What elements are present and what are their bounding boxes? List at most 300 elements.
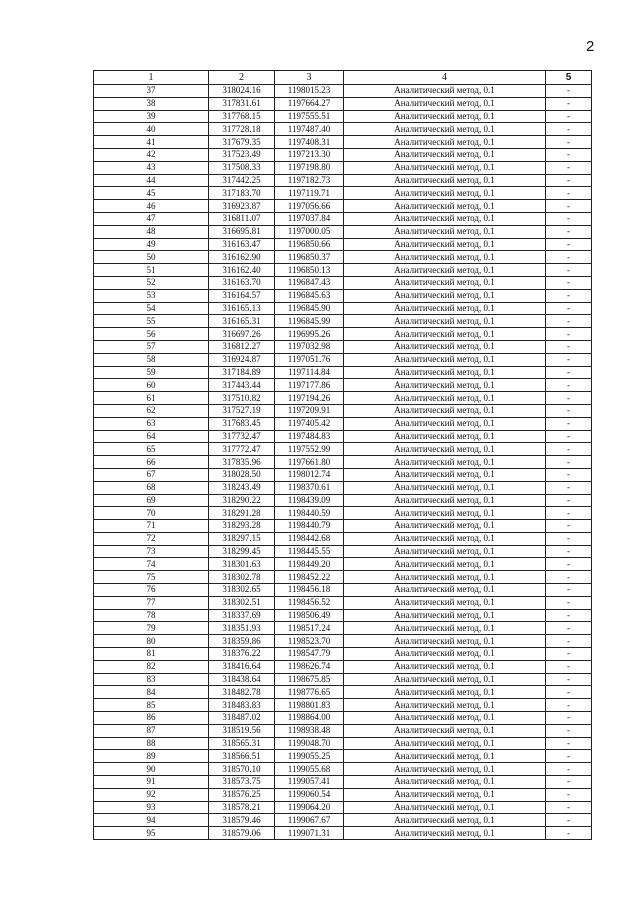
table-cell-col-4: Аналитический метод, 0.1	[344, 353, 546, 366]
table-row	[94, 481, 592, 494]
table-cell-col-2: 317523.49	[209, 148, 275, 161]
table-cell-col-2: 316165.13	[209, 302, 275, 315]
table-cell-col-3: 1198547.79	[275, 648, 344, 661]
table-cell-col-1: 71	[94, 520, 209, 533]
table-cell-col-2: 318351.93	[209, 622, 275, 635]
table-cell-col-4: Аналитический метод, 0.1	[344, 264, 546, 277]
table-cell-col-4: Аналитический метод, 0.1	[344, 174, 546, 187]
table-cell-col-4: Аналитический метод, 0.1	[344, 545, 546, 558]
table-cell-col-4: Аналитический метод, 0.1	[344, 750, 546, 763]
table-cell-col-4: Аналитический метод, 0.1	[344, 392, 546, 405]
table-cell-col-5: -	[546, 225, 592, 238]
table-cell-col-4: Аналитический метод, 0.1	[344, 289, 546, 302]
table-row	[94, 328, 592, 341]
table-cell-col-1: 47	[94, 212, 209, 225]
table-cell-col-3: 1198370.61	[275, 481, 344, 494]
table-cell-col-1: 50	[94, 251, 209, 264]
table-cell-col-4: Аналитический метод, 0.1	[344, 97, 546, 110]
table-row	[94, 264, 592, 277]
table-cell-col-3: 1198776.65	[275, 686, 344, 699]
table-cell-col-2: 318302.65	[209, 584, 275, 597]
table-cell-col-4: Аналитический метод, 0.1	[344, 494, 546, 507]
table-cell-col-2: 318302.78	[209, 571, 275, 584]
table-cell-col-4: Аналитический метод, 0.1	[344, 558, 546, 571]
table-cell-col-3: 1196850.13	[275, 264, 344, 277]
table-row	[94, 776, 592, 789]
table-cell-col-5: -	[546, 264, 592, 277]
table-cell-col-5: -	[546, 609, 592, 622]
table-cell-col-3: 1197194.26	[275, 392, 344, 405]
table-cell-col-2: 317772.47	[209, 443, 275, 456]
table-cell-col-4: Аналитический метод, 0.1	[344, 161, 546, 174]
table-cell-col-3: 1199067.67	[275, 814, 344, 827]
table-cell-col-4: Аналитический метод, 0.1	[344, 456, 546, 469]
table-cell-col-1: 87	[94, 724, 209, 737]
table-row	[94, 558, 592, 571]
table-cell-col-1: 74	[94, 558, 209, 571]
table-cell-col-2: 317835.96	[209, 456, 275, 469]
table-cell-col-1: 64	[94, 430, 209, 443]
column-header-1: 1	[94, 71, 209, 85]
table-cell-col-5: -	[546, 827, 592, 840]
table-cell-col-2: 318416.64	[209, 660, 275, 673]
table-cell-col-3: 1198439.09	[275, 494, 344, 507]
table-row	[94, 520, 592, 533]
table-cell-col-2: 318291.28	[209, 507, 275, 520]
table-cell-col-2: 317831.61	[209, 97, 275, 110]
table-cell-col-3: 1197209.91	[275, 404, 344, 417]
table-row	[94, 289, 592, 302]
table-cell-col-1: 54	[94, 302, 209, 315]
table-cell-col-5: -	[546, 648, 592, 661]
table-cell-col-4: Аналитический метод, 0.1	[344, 763, 546, 776]
table-cell-col-2: 318359.86	[209, 635, 275, 648]
table-cell-col-1: 55	[94, 315, 209, 328]
table-cell-col-3: 1198442.68	[275, 532, 344, 545]
table-cell-col-5: -	[546, 110, 592, 123]
table-cell-col-4: Аналитический метод, 0.1	[344, 827, 546, 840]
table-row	[94, 750, 592, 763]
table-cell-col-1: 79	[94, 622, 209, 635]
table-cell-col-1: 37	[94, 85, 209, 98]
table-cell-col-4: Аналитический метод, 0.1	[344, 520, 546, 533]
table-row	[94, 584, 592, 597]
table-cell-col-3: 1198938.48	[275, 724, 344, 737]
table-header-row	[94, 71, 592, 85]
table-cell-col-5: -	[546, 584, 592, 597]
table-cell-col-2: 318376.22	[209, 648, 275, 661]
table-cell-col-4: Аналитический метод, 0.1	[344, 468, 546, 481]
table-cell-col-1: 39	[94, 110, 209, 123]
table-cell-col-5: -	[546, 85, 592, 98]
table-row	[94, 507, 592, 520]
table-row	[94, 110, 592, 123]
table-cell-col-1: 42	[94, 148, 209, 161]
table-cell-col-4: Аналитический метод, 0.1	[344, 776, 546, 789]
table-cell-col-2: 316164.57	[209, 289, 275, 302]
table-cell-col-1: 38	[94, 97, 209, 110]
table-cell-col-4: Аналитический метод, 0.1	[344, 328, 546, 341]
table-cell-col-3: 1197664.27	[275, 97, 344, 110]
table-cell-col-2: 318299.45	[209, 545, 275, 558]
table-body	[94, 85, 592, 840]
table-cell-col-3: 1198015.23	[275, 85, 344, 98]
table-row	[94, 673, 592, 686]
table-cell-col-2: 317442.25	[209, 174, 275, 187]
table-cell-col-1: 75	[94, 571, 209, 584]
table-cell-col-3: 1197032.98	[275, 340, 344, 353]
table-cell-col-1: 73	[94, 545, 209, 558]
table-cell-col-3: 1196847.43	[275, 276, 344, 289]
table-cell-col-5: -	[546, 520, 592, 533]
table-cell-col-5: -	[546, 712, 592, 725]
table-cell-col-1: 80	[94, 635, 209, 648]
table-row	[94, 315, 592, 328]
table-cell-col-3: 1196850.37	[275, 251, 344, 264]
table-row	[94, 200, 592, 213]
table-cell-col-5: -	[546, 251, 592, 264]
table-cell-col-4: Аналитический метод, 0.1	[344, 801, 546, 814]
table-cell-col-1: 86	[94, 712, 209, 725]
table-cell-col-4: Аналитический метод, 0.1	[344, 85, 546, 98]
table-cell-col-4: Аналитический метод, 0.1	[344, 622, 546, 635]
table-cell-col-3: 1197000.05	[275, 225, 344, 238]
table-cell-col-3: 1197484.83	[275, 430, 344, 443]
table-cell-col-3: 1197114.84	[275, 366, 344, 379]
table-cell-col-2: 316812.27	[209, 340, 275, 353]
table-row	[94, 827, 592, 840]
table-cell-col-3: 1198012.74	[275, 468, 344, 481]
table-row	[94, 712, 592, 725]
table-row	[94, 366, 592, 379]
table-cell-col-1: 41	[94, 136, 209, 149]
table-cell-col-1: 69	[94, 494, 209, 507]
table-cell-col-5: -	[546, 276, 592, 289]
table-cell-col-2: 318482.78	[209, 686, 275, 699]
table-cell-col-2: 317184.89	[209, 366, 275, 379]
table-cell-col-2: 317732.47	[209, 430, 275, 443]
table-cell-col-1: 72	[94, 532, 209, 545]
table-cell-col-2: 318243.49	[209, 481, 275, 494]
table-cell-col-2: 318293.28	[209, 520, 275, 533]
table-cell-col-2: 318297.15	[209, 532, 275, 545]
table-cell-col-5: -	[546, 174, 592, 187]
table-cell-col-5: -	[546, 97, 592, 110]
table-cell-col-3: 1197408.31	[275, 136, 344, 149]
table-row	[94, 379, 592, 392]
coordinates-table	[93, 70, 592, 840]
column-header-4: 4	[344, 71, 546, 85]
table-cell-col-3: 1197487.40	[275, 123, 344, 136]
table-cell-col-2: 318024.16	[209, 85, 275, 98]
table-cell-col-5: -	[546, 136, 592, 149]
table-cell-col-2: 318301.63	[209, 558, 275, 571]
table-cell-col-5: -	[546, 635, 592, 648]
table-cell-col-4: Аналитический метод, 0.1	[344, 251, 546, 264]
table-row	[94, 148, 592, 161]
table-row	[94, 123, 592, 136]
table-cell-col-5: -	[546, 776, 592, 789]
table-cell-col-4: Аналитический метод, 0.1	[344, 212, 546, 225]
column-header-2: 2	[209, 71, 275, 85]
table-cell-col-4: Аналитический метод, 0.1	[344, 123, 546, 136]
table-cell-col-5: -	[546, 392, 592, 405]
table-cell-col-5: -	[546, 724, 592, 737]
table-cell-col-2: 318566.51	[209, 750, 275, 763]
table-cell-col-1: 94	[94, 814, 209, 827]
table-cell-col-5: -	[546, 379, 592, 392]
table-row	[94, 174, 592, 187]
table-cell-col-4: Аналитический метод, 0.1	[344, 315, 546, 328]
table-row	[94, 212, 592, 225]
table-cell-col-2: 316811.07	[209, 212, 275, 225]
table-cell-col-4: Аналитический метод, 0.1	[344, 187, 546, 200]
table-cell-col-4: Аналитический метод, 0.1	[344, 110, 546, 123]
table-cell-col-4: Аналитический метод, 0.1	[344, 366, 546, 379]
table-cell-col-5: -	[546, 302, 592, 315]
table-cell-col-3: 1198452.22	[275, 571, 344, 584]
table-cell-col-3: 1198456.52	[275, 596, 344, 609]
table-row	[94, 635, 592, 648]
table-cell-col-1: 56	[94, 328, 209, 341]
column-header-3: 3	[275, 71, 344, 85]
table-cell-col-2: 316165.31	[209, 315, 275, 328]
table-cell-col-1: 85	[94, 699, 209, 712]
table-cell-col-5: -	[546, 750, 592, 763]
table-row	[94, 763, 592, 776]
table-cell-col-5: -	[546, 187, 592, 200]
table-cell-col-5: -	[546, 417, 592, 430]
table-row	[94, 532, 592, 545]
table-cell-col-3: 1199048.70	[275, 737, 344, 750]
table-cell-col-1: 90	[94, 763, 209, 776]
table-cell-col-2: 317768.15	[209, 110, 275, 123]
table-cell-col-2: 317527.19	[209, 404, 275, 417]
table-cell-col-3: 1198517.24	[275, 622, 344, 635]
table-cell-col-3: 1199060.54	[275, 788, 344, 801]
table-cell-col-1: 89	[94, 750, 209, 763]
table-row	[94, 443, 592, 456]
table-cell-col-5: -	[546, 788, 592, 801]
table-cell-col-5: -	[546, 814, 592, 827]
table-row	[94, 340, 592, 353]
table-row	[94, 494, 592, 507]
table-row	[94, 251, 592, 264]
table-cell-col-2: 317443.44	[209, 379, 275, 392]
table-cell-col-3: 1199055.68	[275, 763, 344, 776]
table-cell-col-1: 70	[94, 507, 209, 520]
table-cell-col-4: Аналитический метод, 0.1	[344, 225, 546, 238]
table-cell-col-2: 316162.90	[209, 251, 275, 264]
table-row	[94, 622, 592, 635]
table-cell-col-1: 67	[94, 468, 209, 481]
table-cell-col-3: 1197051.76	[275, 353, 344, 366]
table-cell-col-2: 318576.25	[209, 788, 275, 801]
table-row	[94, 97, 592, 110]
table-cell-col-2: 318573.75	[209, 776, 275, 789]
table-cell-col-4: Аналитический метод, 0.1	[344, 571, 546, 584]
table-cell-col-5: -	[546, 571, 592, 584]
table-cell-col-2: 317728.18	[209, 123, 275, 136]
table-cell-col-3: 1196845.63	[275, 289, 344, 302]
table-cell-col-1: 81	[94, 648, 209, 661]
table-cell-col-3: 1197405.42	[275, 417, 344, 430]
table-cell-col-1: 92	[94, 788, 209, 801]
table-row	[94, 136, 592, 149]
table-cell-col-1: 95	[94, 827, 209, 840]
table-row	[94, 571, 592, 584]
table-cell-col-2: 318438.64	[209, 673, 275, 686]
table-row	[94, 737, 592, 750]
table-cell-col-1: 52	[94, 276, 209, 289]
table-cell-col-3: 1197037.84	[275, 212, 344, 225]
table-cell-col-2: 318337.69	[209, 609, 275, 622]
table-row	[94, 724, 592, 737]
table-cell-col-4: Аналитический метод, 0.1	[344, 699, 546, 712]
table-row	[94, 545, 592, 558]
table-row	[94, 161, 592, 174]
table-cell-col-2: 318028.50	[209, 468, 275, 481]
table-cell-col-1: 63	[94, 417, 209, 430]
table-cell-col-1: 91	[94, 776, 209, 789]
table-cell-col-3: 1198456.18	[275, 584, 344, 597]
table-cell-col-1: 61	[94, 392, 209, 405]
table-cell-col-1: 51	[94, 264, 209, 277]
table-cell-col-5: -	[546, 468, 592, 481]
table-cell-col-5: -	[546, 212, 592, 225]
table-row	[94, 648, 592, 661]
table-cell-col-3: 1197661.80	[275, 456, 344, 469]
table-row	[94, 417, 592, 430]
table-cell-col-2: 316163.47	[209, 238, 275, 251]
table-cell-col-2: 318487.02	[209, 712, 275, 725]
table-cell-col-2: 318302.51	[209, 596, 275, 609]
table-cell-col-3: 1196845.99	[275, 315, 344, 328]
table-cell-col-3: 1198449.20	[275, 558, 344, 571]
table-cell-col-2: 317679.35	[209, 136, 275, 149]
table-cell-col-4: Аналитический метод, 0.1	[344, 737, 546, 750]
table-row	[94, 596, 592, 609]
table-cell-col-4: Аналитический метод, 0.1	[344, 686, 546, 699]
table-row	[94, 660, 592, 673]
table-cell-col-2: 316695.81	[209, 225, 275, 238]
table-cell-col-3: 1197555.51	[275, 110, 344, 123]
table-cell-col-2: 318570.10	[209, 763, 275, 776]
table-cell-col-4: Аналитический метод, 0.1	[344, 276, 546, 289]
table-cell-col-3: 1198440.79	[275, 520, 344, 533]
table-cell-col-4: Аналитический метод, 0.1	[344, 814, 546, 827]
table-row	[94, 609, 592, 622]
table-cell-col-5: -	[546, 558, 592, 571]
table-cell-col-3: 1199055.25	[275, 750, 344, 763]
table-cell-col-1: 49	[94, 238, 209, 251]
table-cell-col-3: 1198626.74	[275, 660, 344, 673]
column-header-5: 5	[546, 71, 592, 85]
table-cell-col-1: 77	[94, 596, 209, 609]
table-cell-col-1: 43	[94, 161, 209, 174]
table-cell-col-5: -	[546, 366, 592, 379]
table-cell-col-2: 318290.22	[209, 494, 275, 507]
table-cell-col-2: 316924.87	[209, 353, 275, 366]
table-row	[94, 85, 592, 98]
table-cell-col-3: 1197198.80	[275, 161, 344, 174]
table-cell-col-1: 93	[94, 801, 209, 814]
table-cell-col-3: 1196850.66	[275, 238, 344, 251]
table-cell-col-2: 316163.70	[209, 276, 275, 289]
table-row	[94, 456, 592, 469]
table-cell-col-5: -	[546, 596, 592, 609]
table-row	[94, 430, 592, 443]
table-cell-col-2: 316697.26	[209, 328, 275, 341]
table-cell-col-5: -	[546, 123, 592, 136]
table-cell-col-4: Аналитический метод, 0.1	[344, 788, 546, 801]
table-cell-col-1: 68	[94, 481, 209, 494]
table-cell-col-4: Аналитический метод, 0.1	[344, 507, 546, 520]
table-cell-col-5: -	[546, 430, 592, 443]
table-row	[94, 238, 592, 251]
table-cell-col-3: 1198864.00	[275, 712, 344, 725]
table-cell-col-5: -	[546, 481, 592, 494]
table-cell-col-3: 1197056.66	[275, 200, 344, 213]
table-cell-col-5: -	[546, 315, 592, 328]
table-cell-col-5: -	[546, 532, 592, 545]
table-cell-col-4: Аналитический метод, 0.1	[344, 648, 546, 661]
table-cell-col-5: -	[546, 340, 592, 353]
table-cell-col-2: 318579.46	[209, 814, 275, 827]
table-cell-col-1: 83	[94, 673, 209, 686]
table-cell-col-2: 316162.40	[209, 264, 275, 277]
table-cell-col-4: Аналитический метод, 0.1	[344, 660, 546, 673]
table-cell-col-4: Аналитический метод, 0.1	[344, 635, 546, 648]
table-cell-col-1: 46	[94, 200, 209, 213]
table-cell-col-3: 1197213.30	[275, 148, 344, 161]
table-cell-col-5: -	[546, 456, 592, 469]
table-row	[94, 699, 592, 712]
table-row	[94, 392, 592, 405]
table-cell-col-1: 62	[94, 404, 209, 417]
table-cell-col-3: 1199057.41	[275, 776, 344, 789]
table-cell-col-4: Аналитический метод, 0.1	[344, 724, 546, 737]
table-cell-col-2: 317683.45	[209, 417, 275, 430]
table-cell-col-1: 84	[94, 686, 209, 699]
table-cell-col-1: 57	[94, 340, 209, 353]
table-cell-col-5: -	[546, 673, 592, 686]
table-cell-col-5: -	[546, 494, 592, 507]
table-cell-col-5: -	[546, 699, 592, 712]
table-cell-col-5: -	[546, 443, 592, 456]
table-cell-col-3: 1199071.31	[275, 827, 344, 840]
table-cell-col-2: 318578.21	[209, 801, 275, 814]
table-cell-col-5: -	[546, 200, 592, 213]
table-cell-col-4: Аналитический метод, 0.1	[344, 596, 546, 609]
table-cell-col-5: -	[546, 238, 592, 251]
table-row	[94, 814, 592, 827]
table-row	[94, 225, 592, 238]
table-cell-col-2: 318483.83	[209, 699, 275, 712]
table-cell-col-4: Аналитический метод, 0.1	[344, 430, 546, 443]
table-cell-col-2: 317510.82	[209, 392, 275, 405]
table-cell-col-4: Аналитический метод, 0.1	[344, 417, 546, 430]
table-cell-col-1: 44	[94, 174, 209, 187]
table-cell-col-2: 317183.70	[209, 187, 275, 200]
table-cell-col-4: Аналитический метод, 0.1	[344, 443, 546, 456]
table-cell-col-3: 1197552.99	[275, 443, 344, 456]
table-row	[94, 187, 592, 200]
table-cell-col-4: Аналитический метод, 0.1	[344, 200, 546, 213]
table-cell-col-3: 1197182.73	[275, 174, 344, 187]
table-row	[94, 801, 592, 814]
table-cell-col-1: 65	[94, 443, 209, 456]
